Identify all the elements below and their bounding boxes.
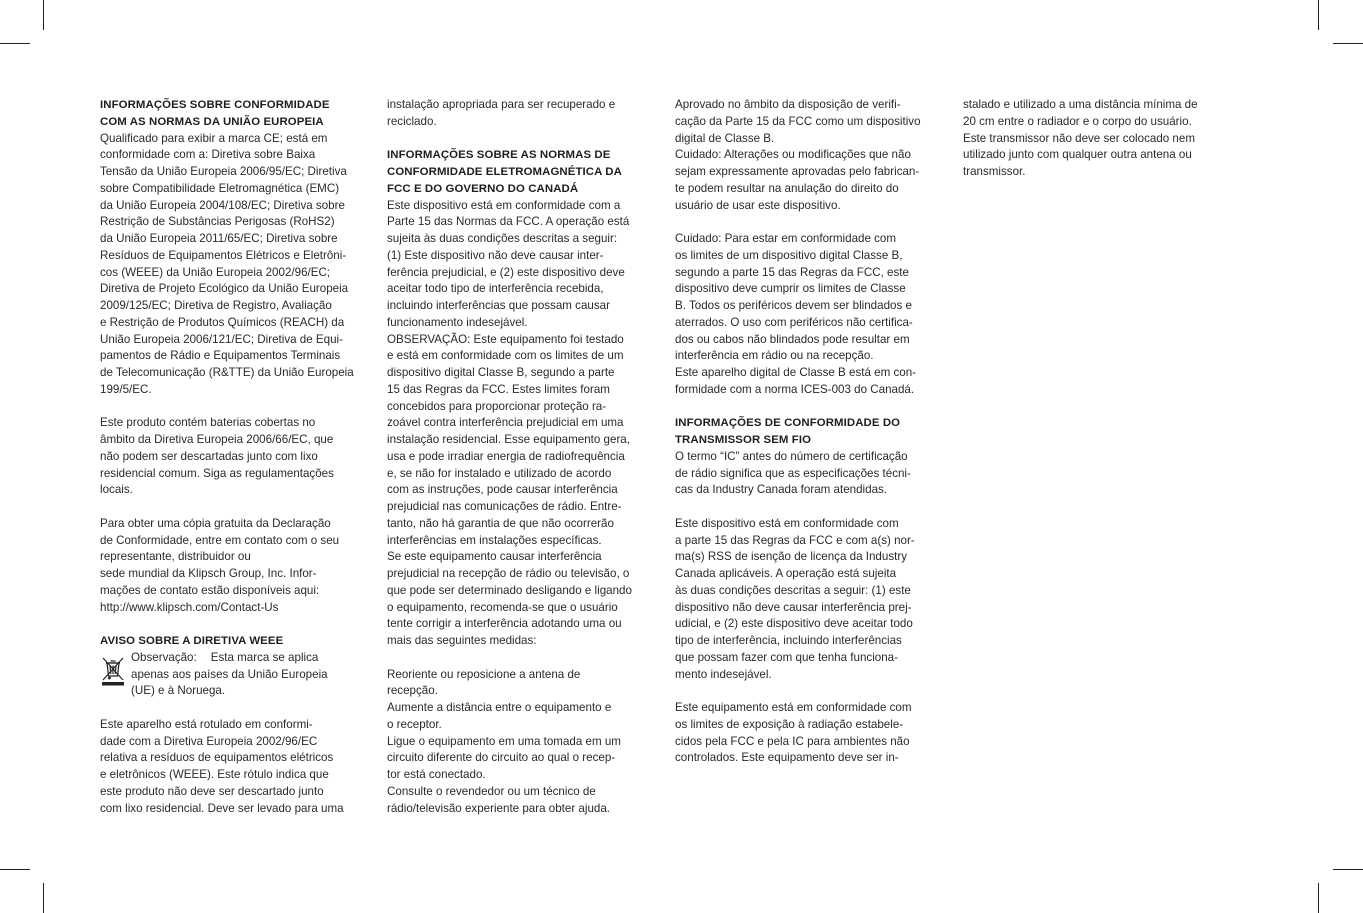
heading-weee: AVISO SOBRE A DIRETIVA WEEE bbox=[100, 635, 284, 647]
crop-mark bbox=[1333, 869, 1363, 870]
paragraph-weee-label: Este aparelho está rotulado em conformi- dade com a Diretiva Europeia 2002/96/EC relativa a resíduos de equipamentos elétricos e eletrônicos (WEEE). Este rótulo indica que este produto não deve ser descartado junto com lixo residencial. Deve ser levado para uma bbox=[100, 717, 344, 815]
column-2 bbox=[387, 97, 652, 817]
paragraph-ce-directives: Qualificado para exibir a marca CE; está em conformidade com a: Diretiva sobre Baixa Tensão da União Europeia 2006/95/EC; Diretiva sobre Compatibilidade Eletromagnética (EMC) da União Europeia 2004/108/EC; Diretiva sobre Restrição de Substâncias Perigosas (RoHS2) da União Europeia 2011/65/EC; Diretiva sobre Resíduos de Equipamentos Elétricos e Eletrôni- cos (WEEE) da União Europeia 2002/96/EC; Diretiva de Projeto Ecológico da União Europeia 2009/125/EC; Diretiva de Registro, Avaliação e Restrição de Produtos Químicos (REACH) da União Europeia 2006/121/EC; Diretiva de Equi- pamentos de Rádio e Equipamentos Terminais de Telecomunicação (R&TTE) da União Europeia 199/5/EC. bbox=[100, 131, 354, 396]
heading-fcc-canada: INFORMAÇÕES SOBRE AS NORMAS DE CONFORMIDADE ELETROMAGNÉTICA DA FCC E DO GOVERNO DO CANADÁ bbox=[387, 149, 622, 195]
paragraph-recycling-continued: instalação apropriada para ser recuperado e reciclado. bbox=[387, 98, 616, 128]
paragraph-radiation-exposure: Este equipamento está em conformidade com os limites de exposição à radiação estabele- cidos pela FCC e pela IC para ambientes não controlados. Este equipamento deve ser in- bbox=[675, 701, 912, 765]
paragraph-batteries: Este produto contém baterias cobertas no âmbito da Diretiva Europeia 2006/66/EC, que não podem ser descartadas junto com lixo residencial comum. Siga as regulamentações locais. bbox=[100, 416, 334, 497]
crop-mark bbox=[1333, 43, 1363, 44]
crop-mark bbox=[1318, 0, 1319, 30]
paragraph-interference-measures: Reoriente ou reposicione a antena de recepção. Aumente a distância entre o equipamento e o receptor. Ligue o equipamento em uma tomada em um circuito diferente do circuito ao qual o recep- tor está conectado. Consulte o revendedor ou um técnico de rádio/televisão experiente para obter ajuda. bbox=[387, 667, 621, 815]
column-3 bbox=[675, 97, 940, 767]
heading-eu-compliance: INFORMAÇÕES SOBRE CONFORMIDADE COM AS NORMAS DA UNIÃO EUROPEIA bbox=[100, 99, 330, 128]
column-4 bbox=[963, 97, 1228, 181]
crop-mark bbox=[0, 43, 30, 44]
column-1 bbox=[100, 97, 365, 817]
crop-mark bbox=[43, 883, 44, 913]
paragraph-class-b: Cuidado: Para estar em conformidade com os limites de um dispositivo digital Classe B, segundo a parte 15 das Regras da FCC, este dispositivo deve cumprir os limites de Classe B. Todos os periféricos devem ser blindados e aterrados. O uso com periféricos não certifica- dos ou cabos não blindados pode resultar em interferência em rádio ou na recepção. Este aparelho digital de Classe B está em con- formidade com a norma ICES-003 do Canadá. bbox=[675, 232, 917, 396]
crossed-bin-icon bbox=[100, 650, 126, 700]
heading-wireless-transmitter: INFORMAÇÕES DE CONFORMIDADE DO TRANSMISSOR SEM FIO bbox=[675, 417, 901, 446]
paragraph-fcc-part15: Este dispositivo está em conformidade com a Parte 15 das Normas da FCC. A operação está sujeita às duas condições descritas a seguir: (1) Este dispositivo não deve causar inter- ferência prejudicial, e (2) este dispositivo deve aceitar todo tipo de interferência recebida, incluindo interferências que possam causar funcionamento indesejável. OBSERVAÇÃO: Este equipamento foi testado e está em conformidade com os limites de um dispositivo digital Classe B, segundo a parte 15 das Regras da FCC. Estes limites foram concebidos para proporcionar proteção ra- zoável contra interferência prejudicial em uma instalação residencial. Esse equipamento gera, usa e pode irradiar energia de radiofrequência e, se não for instalado e utilizado de acordo com as instruções, pode causar interferência prejudicial nas comunicações de rádio. Entre- tanto, não há garantia de que não ocorrerão interferências em instalações específicas. Se este equipamento causar interferência prejudicial na recepção de rádio ou televisão, o que pode ser determinado desligando e ligando o equipamento, recomenda-se que o usuário tente corrigir a interferência adotando uma ou mais das seguintes medidas: bbox=[387, 198, 632, 647]
paragraph-declaration: Para obter uma cópia gratuita da Declaração de Conformidade, entre em contato com o seu representante, distribuidor ou sede mundial da Klipsch Group, Inc. Infor- mações de contato estão disponíveis aqui: http://www.klipsch.com/Contact-Us bbox=[100, 516, 340, 614]
weee-note-label: Observação: bbox=[131, 650, 197, 664]
crop-mark bbox=[0, 869, 30, 870]
paragraph-exposure-continued: stalado e utilizado a uma distância mínima de 20 cm entre o radiador e o corpo do usuário. Este transmissor não deve ser colocado nem utilizado junto com qualquer outra antena ou transmissor. bbox=[963, 98, 1198, 178]
paragraph-rss-exemption: Este dispositivo está em conformidade com a parte 15 das Regras da FCC e com a(s) nor- ma(s) RSS de isenção de licença da Industry Canada aplicáveis. A operação está sujeita às duas condições descritas a seguir: (1) este dispositivo não deve causar interferência prej- udicial, e (2) este dispositivo deve aceitar todo tipo de interferência, incluindo interferências que possam fazer com que tenha funciona- mento indesejável. bbox=[675, 516, 915, 681]
weee-note bbox=[100, 650, 365, 700]
crop-mark bbox=[43, 0, 44, 30]
weee-note-text: Esta marca se aplica apenas aos países da União Europeia (UE) e à Noruega. bbox=[131, 650, 328, 698]
paragraph-ic-term: O termo “IC” antes do número de certificação de rádio significa que as especificações técni- cas da Industry Canada foram atendidas. bbox=[675, 449, 911, 497]
paragraph-fcc-approval: Aprovado no âmbito da disposição de verifi- cação da Parte 15 da FCC como um dispositivo digital de Classe B. Cuidado: Alterações ou modificações que não sejam expressamente aprovadas pelo fabrican- te podem resultar na anulação do direito do usuário de usar este dispositivo. bbox=[675, 98, 921, 212]
crop-mark bbox=[1318, 883, 1319, 913]
